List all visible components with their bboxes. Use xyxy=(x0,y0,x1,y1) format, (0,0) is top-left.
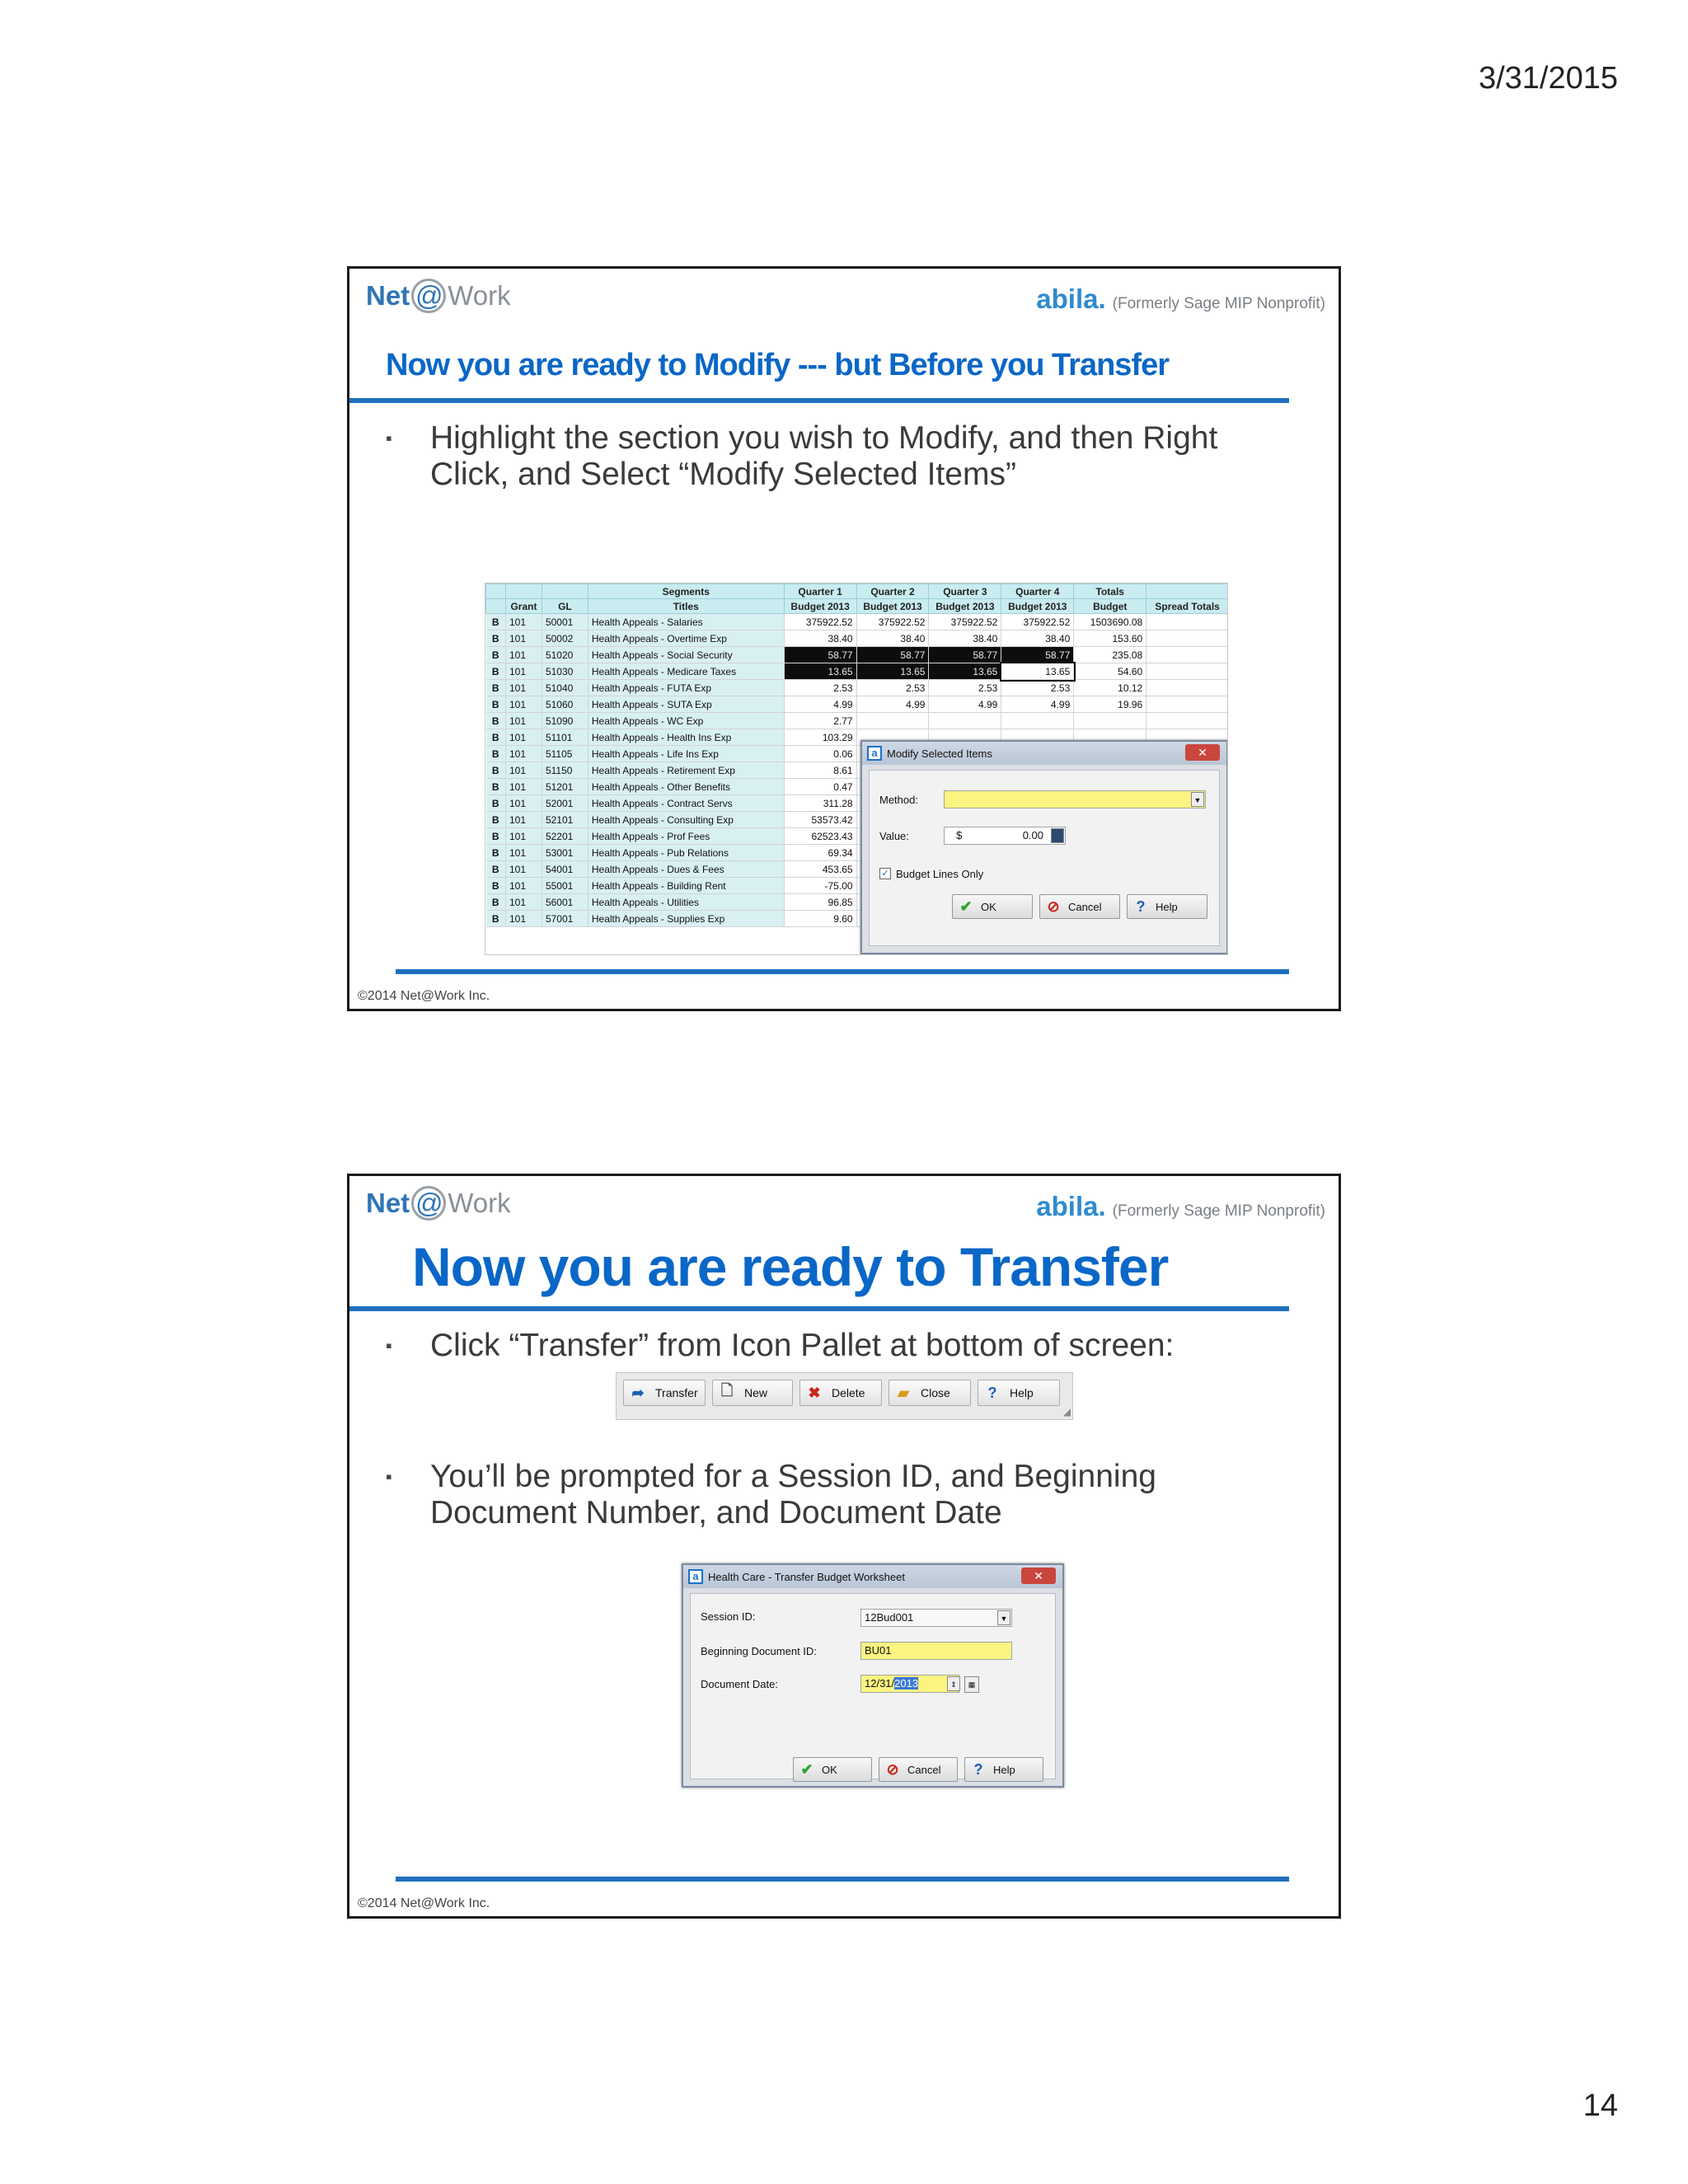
table-cell[interactable]: 153.60 xyxy=(1074,630,1146,647)
table-cell[interactable]: 4.99 xyxy=(1001,696,1074,713)
table-cell[interactable]: 51201 xyxy=(542,779,588,795)
bullet-text: You’ll be prompted for a Session ID, and Beginning Document Number, and Document Date xyxy=(430,1459,1156,1530)
column-group-header xyxy=(542,584,588,599)
column-header: Budget 2013 xyxy=(856,599,929,614)
column-header: Budget xyxy=(1074,599,1146,614)
table-cell[interactable]: 38.40 xyxy=(1001,630,1074,647)
table-cell[interactable]: B xyxy=(486,861,506,878)
close-button[interactable] xyxy=(889,1380,971,1406)
table-cell[interactable]: 38.40 xyxy=(784,630,856,647)
table-cell[interactable]: 52001 xyxy=(542,795,588,812)
new-button[interactable] xyxy=(712,1380,793,1406)
dialog-titlebar xyxy=(862,742,1226,765)
table-row[interactable] xyxy=(486,663,1229,680)
table-cell[interactable]: Health Appeals - Building Rent xyxy=(588,878,784,894)
table-cell[interactable]: 54.60 xyxy=(1074,663,1146,680)
delete-x-icon: ✖ xyxy=(808,1384,821,1401)
table-cell[interactable]: 51020 xyxy=(542,647,588,663)
table-cell[interactable]: 58.77 xyxy=(929,647,1001,663)
table-cell[interactable]: -75.00 xyxy=(784,878,856,894)
table-cell[interactable] xyxy=(1146,713,1228,729)
session-id-label: Session ID: xyxy=(701,1610,756,1623)
transfer-arrow-icon: ➦ xyxy=(631,1384,645,1401)
cancel-icon: ⊘ xyxy=(886,1760,899,1778)
column-header: Titles xyxy=(588,599,784,614)
table-cell[interactable]: 62523.43 xyxy=(784,828,856,845)
column-group-header: Quarter 1 xyxy=(784,584,856,599)
column-group-header: Quarter 4 xyxy=(1001,584,1074,599)
table-cell[interactable]: Health Appeals - SUTA Exp xyxy=(588,696,784,713)
cancel-label: Cancel xyxy=(907,1763,941,1776)
page-date: 3/31/2015 xyxy=(1478,61,1618,96)
table-cell[interactable]: Health Appeals - Contract Servs xyxy=(588,795,784,812)
header-row-titles xyxy=(486,599,1229,614)
table-cell[interactable]: 375922.52 xyxy=(856,614,929,630)
table-cell[interactable]: 101 xyxy=(505,861,542,878)
table-cell[interactable]: B xyxy=(486,878,506,894)
help-label: Help xyxy=(993,1763,1015,1776)
table-cell[interactable] xyxy=(1146,647,1228,663)
help-button[interactable] xyxy=(1127,894,1207,919)
cancel-icon: ⊘ xyxy=(1047,898,1060,915)
bullet-item xyxy=(386,1459,1254,1531)
ok-label: OK xyxy=(981,900,996,913)
slide-footer: ©2014 Net@Work Inc. xyxy=(358,989,490,1003)
currency-symbol: $ xyxy=(956,829,963,841)
table-cell[interactable]: 0.06 xyxy=(784,746,856,762)
table-cell[interactable]: 101 xyxy=(505,630,542,647)
bullet-mark: ▪ xyxy=(386,1466,392,1487)
table-cell[interactable]: 4.99 xyxy=(784,696,856,713)
table-cell[interactable]: 2.53 xyxy=(856,680,929,696)
table-cell[interactable] xyxy=(1146,614,1228,630)
table-cell[interactable]: 235.08 xyxy=(1074,647,1146,663)
table-cell[interactable]: B xyxy=(486,812,506,828)
table-cell[interactable]: 2.77 xyxy=(784,713,856,729)
app-icon: a xyxy=(688,1569,703,1584)
logo-at: @ xyxy=(411,279,446,313)
table-cell[interactable]: B xyxy=(486,828,506,845)
netatwork-logo xyxy=(366,279,511,313)
table-cell[interactable]: 311.28 xyxy=(784,795,856,812)
new-label: New xyxy=(744,1386,768,1399)
slide-transfer xyxy=(347,1174,1341,1919)
table-cell[interactable]: 58.77 xyxy=(784,647,856,663)
value-input[interactable] xyxy=(944,827,1066,845)
column-group-header xyxy=(1146,584,1228,599)
table-cell[interactable]: B xyxy=(486,779,506,795)
table-cell[interactable]: 56001 xyxy=(542,894,588,911)
table-cell[interactable]: B xyxy=(486,762,506,779)
column-header: Grant xyxy=(505,599,542,614)
table-cell[interactable]: 51090 xyxy=(542,713,588,729)
table-cell[interactable]: B xyxy=(486,630,506,647)
close-label: Close xyxy=(921,1386,950,1399)
ok-label: OK xyxy=(822,1763,837,1776)
document-date-year: 2013 xyxy=(894,1677,919,1690)
close-icon[interactable]: ✕ xyxy=(1021,1568,1056,1584)
budget-worksheet-screenshot xyxy=(485,583,1228,955)
table-cell[interactable]: Health Appeals - Supplies Exp xyxy=(588,911,784,927)
bullet-text: Click “Transfer” from Icon Pallet at bottom of screen: xyxy=(430,1328,1175,1363)
page-number: 14 xyxy=(1582,2088,1618,2123)
slide-title: Now you are ready to Modify --- but Before you Transfer xyxy=(386,348,1170,382)
checkmark-icon: ✔ xyxy=(800,1760,814,1778)
table-cell[interactable]: B xyxy=(486,614,506,630)
folder-icon: ▰ xyxy=(898,1384,909,1401)
table-cell[interactable]: 375922.52 xyxy=(929,614,1001,630)
column-header: Spread Totals xyxy=(1146,599,1228,614)
table-cell[interactable]: B xyxy=(486,894,506,911)
table-cell[interactable]: 1503690.08 xyxy=(1074,614,1146,630)
method-label: Method: xyxy=(879,794,918,806)
column-group-header: Segments xyxy=(588,584,784,599)
table-cell[interactable]: 50001 xyxy=(542,614,588,630)
cancel-button[interactable] xyxy=(879,1757,958,1782)
table-cell[interactable]: 101 xyxy=(505,647,542,663)
help-label: Help xyxy=(1156,900,1178,913)
spinner-icon[interactable]: ⇕ xyxy=(947,1676,960,1691)
table-row[interactable] xyxy=(486,630,1229,647)
slide-footer: ©2014 Net@Work Inc. xyxy=(358,1896,490,1910)
table-cell[interactable] xyxy=(1146,680,1228,696)
document-date-input[interactable] xyxy=(860,1675,959,1693)
table-cell[interactable]: 50002 xyxy=(542,630,588,647)
table-cell[interactable]: 101 xyxy=(505,812,542,828)
netatwork-logo xyxy=(366,1186,511,1221)
table-row[interactable] xyxy=(486,680,1229,696)
table-cell[interactable]: 53001 xyxy=(542,845,588,861)
table-cell[interactable]: 4.99 xyxy=(856,696,929,713)
help-icon: ? xyxy=(987,1384,997,1401)
cancel-label: Cancel xyxy=(1068,900,1102,913)
table-cell[interactable]: 101 xyxy=(505,779,542,795)
logo-at: @ xyxy=(411,1186,446,1221)
table-cell[interactable]: 58.77 xyxy=(1001,647,1074,663)
table-cell[interactable]: 51150 xyxy=(542,762,588,779)
beginning-document-id-label: Beginning Document ID: xyxy=(701,1645,817,1657)
table-row[interactable] xyxy=(486,614,1229,630)
table-cell[interactable]: 57001 xyxy=(542,911,588,927)
bottom-divider xyxy=(396,1877,1289,1882)
bullet-mark: ▪ xyxy=(386,428,392,448)
table-cell[interactable] xyxy=(1146,696,1228,713)
formerly-text: (Formerly Sage MIP Nonprofit) xyxy=(1112,295,1325,312)
column-group-header xyxy=(486,584,506,599)
table-cell[interactable]: 101 xyxy=(505,713,542,729)
table-cell[interactable]: 375922.52 xyxy=(784,614,856,630)
table-cell[interactable] xyxy=(929,713,1001,729)
table-cell[interactable]: Health Appeals - WC Exp xyxy=(588,713,784,729)
table-cell[interactable]: Health Appeals - Overtime Exp xyxy=(588,630,784,647)
help-button[interactable] xyxy=(964,1757,1043,1782)
table-cell[interactable]: 101 xyxy=(505,614,542,630)
table-cell[interactable]: 101 xyxy=(505,696,542,713)
table-cell[interactable]: B xyxy=(486,713,506,729)
table-cell[interactable]: 54001 xyxy=(542,861,588,878)
abila-brand xyxy=(1036,284,1325,315)
title-divider xyxy=(349,398,1289,403)
ok-button[interactable] xyxy=(793,1757,872,1782)
bottom-divider xyxy=(396,969,1289,974)
table-cell[interactable]: 101 xyxy=(505,911,542,927)
header-row-segments xyxy=(486,584,1229,599)
delete-label: Delete xyxy=(832,1386,865,1399)
table-cell[interactable] xyxy=(1146,663,1228,680)
modify-selected-items-dialog xyxy=(860,740,1228,954)
table-cell[interactable]: 13.65 xyxy=(929,663,1001,680)
document-date-label: Document Date: xyxy=(701,1678,778,1690)
transfer-label: Transfer xyxy=(655,1386,698,1399)
value-text: 0.00 xyxy=(1022,829,1043,841)
column-header: GL xyxy=(542,599,588,614)
table-cell[interactable]: Health Appeals - Other Benefits xyxy=(588,779,784,795)
bullet-item xyxy=(386,420,1254,493)
table-cell[interactable]: 4.99 xyxy=(929,696,1001,713)
table-cell[interactable]: B xyxy=(486,647,506,663)
table-cell[interactable]: 51105 xyxy=(542,746,588,762)
table-cell[interactable]: 51040 xyxy=(542,680,588,696)
column-header: Budget 2013 xyxy=(929,599,1001,614)
title-divider xyxy=(349,1306,1289,1311)
bullet-item xyxy=(386,1328,1254,1364)
budget-lines-only-checkbox[interactable]: ✓ xyxy=(879,868,891,879)
close-icon[interactable]: ✕ xyxy=(1185,744,1220,761)
table-cell[interactable]: 101 xyxy=(505,680,542,696)
table-cell[interactable]: Health Appeals - Social Security xyxy=(588,647,784,663)
table-cell[interactable]: 58.77 xyxy=(856,647,929,663)
dialog-body xyxy=(869,770,1220,946)
logo-net: Net xyxy=(366,280,410,311)
table-cell[interactable]: 96.85 xyxy=(784,894,856,911)
table-cell[interactable]: 9.60 xyxy=(784,911,856,927)
new-document-icon: 🗋 xyxy=(720,1382,734,1399)
logo-work: Work xyxy=(448,1188,511,1218)
table-cell[interactable]: 101 xyxy=(505,795,542,812)
table-cell[interactable] xyxy=(1146,630,1228,647)
column-group-header: Totals xyxy=(1074,584,1146,599)
dialog-titlebar xyxy=(683,1565,1062,1588)
table-cell[interactable]: Health Appeals - FUTA Exp xyxy=(588,680,784,696)
table-cell[interactable]: 53573.42 xyxy=(784,812,856,828)
table-cell[interactable]: 69.34 xyxy=(784,845,856,861)
table-cell[interactable]: 101 xyxy=(505,746,542,762)
table-cell[interactable]: 101 xyxy=(505,663,542,680)
logo-work: Work xyxy=(448,280,511,311)
dialog-title: Health Care - Transfer Budget Worksheet xyxy=(708,1570,905,1583)
chevron-down-icon[interactable]: ▼ xyxy=(997,1610,1010,1625)
table-cell[interactable]: 19.96 xyxy=(1074,696,1146,713)
table-row[interactable] xyxy=(486,647,1229,663)
table-cell[interactable]: 13.65 xyxy=(856,663,929,680)
budget-lines-only-label: Budget Lines Only xyxy=(896,868,984,880)
table-row[interactable] xyxy=(486,696,1229,713)
table-cell[interactable]: 55001 xyxy=(542,878,588,894)
help-button[interactable] xyxy=(978,1380,1060,1406)
help-icon: ? xyxy=(1136,898,1146,915)
table-cell[interactable]: B xyxy=(486,746,506,762)
slide-modify xyxy=(347,266,1341,1011)
table-cell[interactable]: 38.40 xyxy=(856,630,929,647)
table-cell[interactable]: 52101 xyxy=(542,812,588,828)
table-cell[interactable]: 375922.52 xyxy=(1001,614,1074,630)
table-cell[interactable]: B xyxy=(486,680,506,696)
table-cell[interactable]: B xyxy=(486,696,506,713)
table-cell[interactable]: Health Appeals - Consulting Exp xyxy=(588,812,784,828)
logo-net: Net xyxy=(366,1188,410,1218)
table-cell[interactable]: B xyxy=(486,729,506,746)
table-cell[interactable]: B xyxy=(486,911,506,927)
table-cell[interactable]: 13.65 xyxy=(1001,663,1074,680)
beginning-document-id-value: BU01 xyxy=(865,1644,892,1657)
table-cell[interactable]: Health Appeals - Life Ins Exp xyxy=(588,746,784,762)
abila-logo: abila. xyxy=(1036,1191,1106,1221)
table-cell[interactable]: 101 xyxy=(505,729,542,746)
table-cell[interactable]: 51060 xyxy=(542,696,588,713)
table-cell[interactable]: 103.29 xyxy=(784,729,856,746)
abila-logo: abila. xyxy=(1036,284,1106,314)
icon-palette-toolbar xyxy=(616,1372,1073,1420)
table-cell[interactable]: 101 xyxy=(505,845,542,861)
dialog-title: Modify Selected Items xyxy=(887,747,992,760)
bullet-text: Highlight the section you wish to Modify, and then Right Click, and Select “Modify Selected Items” xyxy=(430,420,1218,492)
dialog-body xyxy=(690,1593,1056,1779)
column-group-header: Quarter 3 xyxy=(929,584,1001,599)
table-cell[interactable]: 101 xyxy=(505,878,542,894)
table-cell[interactable] xyxy=(1074,713,1146,729)
table-cell[interactable]: 13.65 xyxy=(784,663,856,680)
checkmark-icon: ✔ xyxy=(959,898,973,915)
table-cell[interactable]: 38.40 xyxy=(929,630,1001,647)
table-cell[interactable]: 0.47 xyxy=(784,779,856,795)
column-header: Budget 2013 xyxy=(1001,599,1074,614)
table-cell[interactable] xyxy=(1001,713,1074,729)
table-cell[interactable]: 8.61 xyxy=(784,762,856,779)
delete-button[interactable] xyxy=(799,1380,882,1406)
table-cell[interactable]: Health Appeals - Health Ins Exp xyxy=(588,729,784,746)
resize-grip-icon[interactable]: ◢ xyxy=(1062,1406,1071,1418)
table-cell[interactable]: 51101 xyxy=(542,729,588,746)
column-header: Budget 2013 xyxy=(784,599,856,614)
app-icon: a xyxy=(867,746,882,761)
column-group-header xyxy=(505,584,542,599)
calendar-icon[interactable]: ▦ xyxy=(964,1676,979,1693)
value-label: Value: xyxy=(879,830,909,842)
document-date-prefix: 12/31/ xyxy=(865,1677,895,1690)
table-cell[interactable]: B xyxy=(486,845,506,861)
help-icon: ? xyxy=(973,1760,983,1778)
table-cell[interactable]: Health Appeals - Medicare Taxes xyxy=(588,663,784,680)
table-cell[interactable]: 2.53 xyxy=(929,680,1001,696)
table-cell[interactable]: Health Appeals - Utilities xyxy=(588,894,784,911)
table-cell[interactable]: 10.12 xyxy=(1074,680,1146,696)
table-cell[interactable]: 51030 xyxy=(542,663,588,680)
table-cell[interactable]: B xyxy=(486,795,506,812)
help-label: Help xyxy=(1010,1386,1034,1399)
table-cell[interactable]: Health Appeals - Dues & Fees xyxy=(588,861,784,878)
bullet-mark: ▪ xyxy=(386,1335,392,1356)
table-cell[interactable]: 453.65 xyxy=(784,861,856,878)
chevron-down-icon[interactable]: ▼ xyxy=(1191,792,1204,807)
table-cell[interactable] xyxy=(856,713,929,729)
session-id-select[interactable] xyxy=(860,1609,1012,1627)
cancel-button[interactable] xyxy=(1039,894,1120,919)
slide-title: Now you are ready to Transfer xyxy=(412,1236,1169,1297)
table-cell[interactable]: 2.53 xyxy=(1001,680,1074,696)
column-header xyxy=(486,599,506,614)
abila-brand xyxy=(1036,1191,1325,1222)
table-cell[interactable]: 52201 xyxy=(542,828,588,845)
ok-button[interactable] xyxy=(952,894,1033,919)
method-select[interactable] xyxy=(944,790,1206,808)
table-row[interactable] xyxy=(486,713,1229,729)
table-cell[interactable]: 2.53 xyxy=(784,680,856,696)
table-cell[interactable]: Health Appeals - Prof Fees xyxy=(588,828,784,845)
table-cell[interactable]: B xyxy=(486,663,506,680)
transfer-budget-dialog xyxy=(682,1563,1064,1788)
session-id-value: 12Bud001 xyxy=(865,1611,914,1624)
calculator-icon[interactable] xyxy=(1051,828,1064,843)
table-cell[interactable]: Health Appeals - Retirement Exp xyxy=(588,762,784,779)
table-cell[interactable]: Health Appeals - Pub Relations xyxy=(588,845,784,861)
formerly-text: (Formerly Sage MIP Nonprofit) xyxy=(1112,1202,1325,1220)
table-cell[interactable]: 101 xyxy=(505,762,542,779)
column-group-header: Quarter 2 xyxy=(856,584,929,599)
table-cell[interactable]: 101 xyxy=(505,828,542,845)
transfer-button[interactable] xyxy=(623,1380,706,1406)
table-cell[interactable]: Health Appeals - Salaries xyxy=(588,614,784,630)
beginning-document-id-input[interactable] xyxy=(860,1642,1012,1660)
table-cell[interactable]: 101 xyxy=(505,894,542,911)
